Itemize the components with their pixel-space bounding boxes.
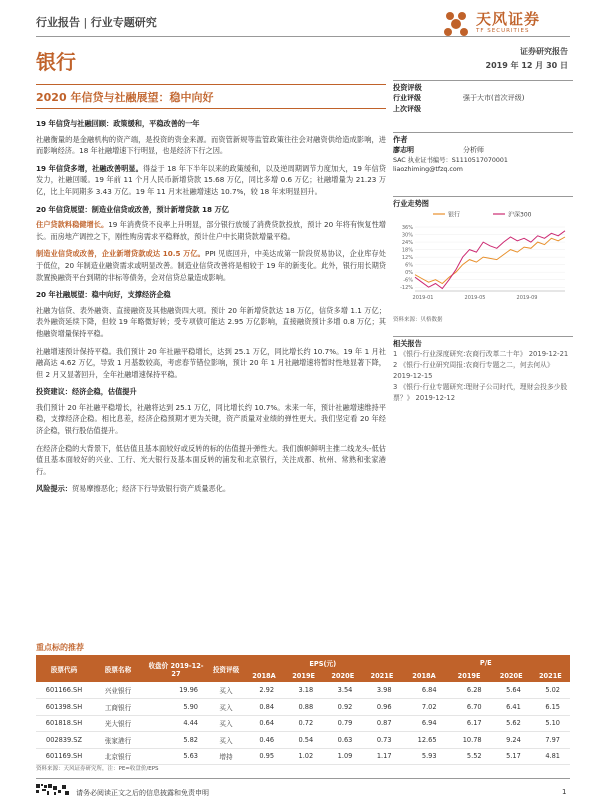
eps-cell: 1.17 xyxy=(362,748,401,765)
section-heading-investment: 投资建议：经济企稳，估值提升 xyxy=(36,387,137,397)
col-rating: 投资评级 xyxy=(208,656,244,682)
table-row xyxy=(36,715,570,732)
logo-text-cn: 天风证券 xyxy=(476,10,541,28)
pe-cell: 10.78 xyxy=(447,732,492,749)
report-tag-industry-report: 行业报告 xyxy=(36,16,80,29)
section-heading-review: 19 年信贷与社融回顾：政策缓和，平稳改善的一年 xyxy=(36,119,200,128)
rating-value: 强于大市(首次评级) xyxy=(463,94,525,102)
report-tags xyxy=(36,14,157,30)
pe-cell: 6.41 xyxy=(492,699,531,716)
legend-label: 银行 xyxy=(448,211,461,219)
author-row xyxy=(393,145,573,156)
report-title: 2020 年信贷与社融展望：稳中向好 xyxy=(36,91,214,104)
col-year: 2018A xyxy=(244,670,284,682)
rating-panel xyxy=(393,80,573,115)
pe-cell: 6.28 xyxy=(447,682,492,699)
eps-cell: 0.64 xyxy=(244,715,284,732)
eps-cell: 0.73 xyxy=(362,732,401,749)
eps-cell: 0.84 xyxy=(244,699,284,716)
col-year: 2020E xyxy=(492,670,531,682)
stock-code-cell: 601169.SH xyxy=(36,748,92,765)
price-cell: 4.44 xyxy=(144,715,208,732)
lead-risk: 风险提示： xyxy=(36,484,72,494)
rating-cell: 买入 xyxy=(208,715,244,732)
chart-source: 资料来源：贝格数据 xyxy=(393,317,443,323)
pe-cell: 9.24 xyxy=(492,732,531,749)
y-tick-label: 36% xyxy=(401,225,413,231)
y-tick-label: 0% xyxy=(405,270,413,277)
table-header-row xyxy=(36,656,570,670)
section-heading-tsf-outlook: 20 年社融展望：稳中向好，支撑经济企稳 xyxy=(36,290,171,300)
table-row xyxy=(36,732,570,749)
related-report-link[interactable]: 3 《银行-行业专题研究:理财子公司时代，理财会投多少股票？》 2019-12-12 xyxy=(393,383,568,402)
qr-code-icon xyxy=(36,784,70,796)
author-panel xyxy=(393,132,573,174)
col-year: 2021E xyxy=(531,670,570,682)
stock-name-cell: 兴业银行 xyxy=(92,682,144,699)
text-household-loans: 19 年消费贷不良率上升明显，部分银行放缓了消费贷款投放，预计 20 年将有恢复性增长。而房地产调控之下，刚性购房需求平稳释放，预计住户中长期贷款增量平稳。 xyxy=(36,220,386,241)
pe-cell: 6.94 xyxy=(402,715,447,732)
pe-cell: 6.70 xyxy=(447,699,492,716)
col-year: 2019E xyxy=(284,670,323,682)
col-pe: P/E xyxy=(402,656,570,670)
paragraph-risk xyxy=(36,483,386,495)
pe-cell: 5.93 xyxy=(402,748,447,765)
stock-code-cell: 601818.SH xyxy=(36,715,92,732)
paragraph-picks: 在经济企稳的大背景下，低估值且基本面较好或反转的标的估值提升弹性大。我们旗帜鲜明主推二线龙头-低估值且基本面较好的兴业、工行、光大银行及基本面反转的浦发和北京银行，关注成都、杭州、常熟和张家港行。 xyxy=(36,443,386,476)
eps-cell: 0.72 xyxy=(284,715,323,732)
title-rule-bottom xyxy=(36,108,386,109)
x-tick-label: 2019-01 xyxy=(412,295,434,301)
stock-code-cell: 601166.SH xyxy=(36,682,92,699)
report-date: 2019 年 12 月 30 日 xyxy=(485,61,568,70)
pe-cell: 6.15 xyxy=(531,699,570,716)
col-year: 2018A xyxy=(402,670,447,682)
series-line xyxy=(415,237,565,284)
related-reports-panel xyxy=(393,336,573,404)
y-tick-label: 24% xyxy=(401,240,413,247)
related-heading: 相关报告 xyxy=(393,336,573,349)
report-tag-topic: 行业专题研究 xyxy=(90,16,157,29)
rating-heading: 投资评级 xyxy=(393,80,573,93)
col-year: 2019E xyxy=(447,670,492,682)
eps-cell: 3.54 xyxy=(323,682,362,699)
stock-name-cell: 工商银行 xyxy=(92,699,144,716)
stock-picks-title: 重点标的推荐 xyxy=(36,642,570,656)
previous-rating-row xyxy=(393,104,573,115)
related-report-link[interactable]: 1 《银行-行业深度研究:农商行改革二十年》 2019-12-21 xyxy=(393,350,569,358)
price-cell: 5.82 xyxy=(144,732,208,749)
author-heading: 作者 xyxy=(393,132,573,145)
rating-row xyxy=(393,93,573,104)
paragraph-credit-growth xyxy=(36,163,386,198)
text-credit-growth: 得益于 18 年下半年以来的政策缓和，以及逆周期调节力度加大，19 年信贷发力，社融回暖。19 年前 11 个月人民币新增贷款 15.68 万亿，同比多增 0.6 万亿；社融增量为 21.23 万亿，比上年同期多 3.43 万亿。19 年 11 月末社融增速达 10.7%，较 18 年末明显回升。 xyxy=(36,163,386,196)
pe-cell: 5.02 xyxy=(531,682,570,699)
chart-heading: 行业走势图 xyxy=(393,196,573,209)
y-tick-label: 12% xyxy=(401,255,413,262)
pe-cell: 5.52 xyxy=(447,748,492,765)
x-tick-label: 2019-09 xyxy=(516,295,538,301)
x-tick-label: 2019-05 xyxy=(464,295,486,301)
stock-name-cell: 张家港行 xyxy=(92,732,144,749)
eps-cell: 0.96 xyxy=(362,699,401,716)
col-name: 股票名称 xyxy=(92,656,144,682)
pe-cell: 5.64 xyxy=(492,682,531,699)
title-rule-top xyxy=(36,84,386,85)
disclaimer-notice: 请务必阅读正文之后的信息披露和免责申明 xyxy=(76,789,209,797)
col-price: 收盘价 2019-12-27 xyxy=(144,656,208,682)
price-cell: 5.63 xyxy=(144,748,208,765)
eps-cell: 1.09 xyxy=(323,748,362,765)
eps-cell: 0.54 xyxy=(284,732,323,749)
previous-rating-value xyxy=(463,104,573,115)
eps-cell: 0.79 xyxy=(323,715,362,732)
rating-cell: 增持 xyxy=(208,748,244,765)
price-cell: 19.96 xyxy=(144,682,208,699)
pe-cell: 7.97 xyxy=(531,732,570,749)
stock-picks-table xyxy=(36,656,570,765)
author-email[interactable]: liaozhiming@tfzq.com xyxy=(393,166,463,173)
col-eps: EPS(元) xyxy=(244,656,402,670)
header-divider xyxy=(36,36,570,37)
author-name: 廖志明 xyxy=(393,146,414,154)
eps-cell: 0.92 xyxy=(323,699,362,716)
eps-cell: 2.92 xyxy=(244,682,284,699)
table-source: 资料来源：天风证券研究所，注：PE=收盘价/EPS xyxy=(36,766,159,772)
y-tick-label: 18% xyxy=(401,247,413,254)
rating-label: 行业评级 xyxy=(393,94,421,102)
text-risk: 贸易摩擦恶化；经济下行导致银行资产质量恶化。 xyxy=(71,484,231,494)
pe-cell: 6.17 xyxy=(447,715,492,732)
section-heading-credit-outlook: 20 年信贷展望：制造业信贷或改善，预计新增贷款 18 万亿 xyxy=(36,204,229,214)
eps-cell: 0.88 xyxy=(284,699,323,716)
stock-code-cell: 002839.SZ xyxy=(36,732,92,749)
price-cell: 5.90 xyxy=(144,699,208,716)
paragraph-manufacturing xyxy=(36,248,386,283)
eps-cell: 1.02 xyxy=(284,748,323,765)
page-number: 1 xyxy=(562,788,567,796)
related-report-link[interactable]: 2 《银行-行业研究周报:农商行专题之二，何去何从》 2019-12-15 xyxy=(393,361,554,380)
lead-manufacturing: 制造业信贷或改善，企业新增贷款或达 10.5 万亿。 xyxy=(36,249,205,259)
legend-label: 沪深300 xyxy=(508,211,532,219)
text-manufacturing: PPI 见底回升，中美达成第一阶段贸易协议，企业库存处于低位，20 年制造业融资需求或明显改善。制造业信贷改善将是相较于 19 年的新变化。此外，银行用长期贷款置换融资平台到期的非标等债务，会对信贷总量造成影响。 xyxy=(36,249,386,282)
eps-cell: 3.18 xyxy=(284,682,323,699)
stock-name-cell: 光大银行 xyxy=(92,715,144,732)
paragraph-investment: 我们预计 20 年社融平稳增长，社融将达到 25.1 万亿，同比增长约 10.7%。未来一年，预计社融增速维持平稳，支撑经济企稳。相比息差，经济企稳预期才更为关键，资产质量对业绩的弹性更大。我们坚定看 20 年经济企稳，银行股估值提升。 xyxy=(36,402,386,436)
pe-cell: 4.81 xyxy=(531,748,570,765)
paragraph-review: 社融衡量的是金融机构的资产端，是投资的资金来源。而资管新规等监管政策往往会对融资供给造成影响，进而影响经济。18 年社融增速下行明显，也是经济下行之因。 xyxy=(36,134,386,156)
col-code: 股票代码 xyxy=(36,656,92,682)
logo-text-en: TF SECURITIES xyxy=(476,28,530,34)
pe-cell: 7.02 xyxy=(402,699,447,716)
eps-cell: 0.46 xyxy=(244,732,284,749)
paragraph-household-loans xyxy=(36,219,386,242)
pe-cell: 5.62 xyxy=(492,715,531,732)
pe-cell: 5.10 xyxy=(531,715,570,732)
table-row xyxy=(36,699,570,716)
rating-cell: 买入 xyxy=(208,699,244,716)
pe-cell: 6.84 xyxy=(402,682,447,699)
eps-cell: 0.87 xyxy=(362,715,401,732)
paragraph-tsf-growth: 社融增速预计保持平稳。我们预计 20 年社融平稳增长，达到 25.1 万亿，同比增长约 10.7%。19 年 1 月社融高达 4.62 万亿，导致 1 月基数较高，考虑春节错位影响，预计 20 年 1 月社融增速将暂时性地显著下降，但 2 月又显著回升，全年社融增速保持平稳。 xyxy=(36,346,386,379)
rating-cell: 买入 xyxy=(208,682,244,699)
col-year: 2021E xyxy=(362,670,401,682)
y-tick-label: 6% xyxy=(405,262,413,269)
pe-cell: 12.65 xyxy=(402,732,447,749)
footer-divider xyxy=(36,778,570,779)
table-row xyxy=(36,748,570,765)
report-type: 证券研究报告 xyxy=(520,47,568,56)
y-tick-label: 30% xyxy=(401,232,413,239)
eps-cell: 0.95 xyxy=(244,748,284,765)
pe-cell: 5.17 xyxy=(492,748,531,765)
author-sac: SAC 执业证书编号：S1110517070001 xyxy=(393,157,508,164)
stock-name-cell: 北京银行 xyxy=(92,748,144,765)
table-row xyxy=(36,682,570,699)
industry-name: 银行 xyxy=(36,50,76,74)
y-tick-label: -6% xyxy=(403,277,413,284)
rating-cell: 买入 xyxy=(208,732,244,749)
col-year: 2020E xyxy=(323,670,362,682)
industry-trend-chart xyxy=(393,205,573,305)
y-tick-label: -12% xyxy=(400,285,413,292)
lead-credit-growth: 19 年信贷多增，社融改善明显。 xyxy=(36,163,143,173)
paragraph-tsf-components: 社融为信贷、表外融资、直接融资及其他融资四大项。预计 20 年新增贷款达 18 万亿，信贷多增 1.1 万亿；表外融资延续下降，但较 19 年略微好转；受专项债可能达 2.95 万亿影响，直接融资预计多增 0.8 万亿；其他融资增量保持平稳。 xyxy=(36,305,386,338)
tag-separator: | xyxy=(83,16,88,29)
lead-household-loans: 住户贷款料稳健增长。 xyxy=(36,220,109,230)
author-role: 分析师 xyxy=(463,146,484,154)
eps-cell: 0.63 xyxy=(323,732,362,749)
eps-cell: 3.98 xyxy=(362,682,401,699)
report-body xyxy=(36,118,386,501)
stock-code-cell: 601398.SH xyxy=(36,699,92,716)
previous-rating-label: 上次评级 xyxy=(393,105,421,113)
